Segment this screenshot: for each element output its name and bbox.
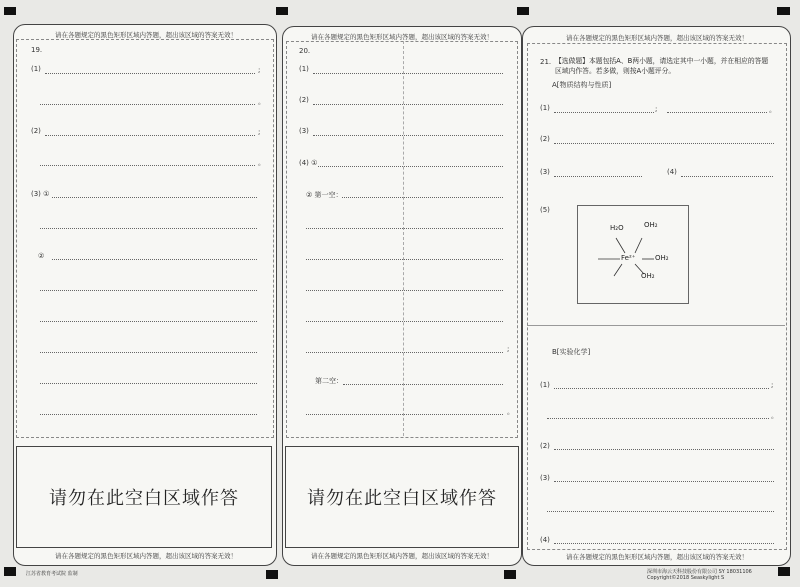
answer-line [554, 543, 774, 544]
answer-line [40, 414, 257, 415]
section-divider [527, 325, 785, 326]
answer-line [40, 383, 257, 384]
answer-line [52, 259, 257, 260]
question-number: 19. [31, 46, 43, 54]
ligand-h2o: H₂O [610, 224, 624, 232]
part-label: (2) [299, 96, 309, 104]
answer-line [313, 104, 503, 105]
answer-line [45, 73, 255, 74]
part-label: (3) [540, 168, 550, 176]
footer-printer: 深圳市海云天科技股份有限公司 SY 18031106 [647, 569, 752, 575]
registration-mark [4, 7, 16, 15]
part-label: (4) [540, 536, 550, 544]
question-number: 21. [540, 58, 552, 66]
part-label: (1) [31, 65, 41, 73]
answer-line [547, 511, 774, 512]
part-label: (5) [540, 206, 550, 214]
part-label: (3) [540, 474, 550, 482]
column-notice-bottom: 请在各题规定的黑色矩形区域内答题，超出该区域的答案无效！ [55, 552, 237, 560]
column-notice-top: 请在各题规定的黑色矩形区域内答题，超出该区域的答案无效！ [311, 33, 493, 41]
line-punctuation: 。 [771, 412, 778, 420]
column-notice-top: 请在各题规定的黑色矩形区域内答题，超出该区域的答案无效！ [566, 34, 748, 42]
line-punctuation: ; [771, 381, 774, 389]
registration-mark [504, 570, 516, 579]
molecule-structure-box [577, 205, 689, 304]
line-punctuation: ; [655, 105, 658, 113]
question-number: 20. [299, 47, 311, 55]
answer-line [343, 384, 503, 385]
answer-line [318, 166, 503, 167]
answer-line [306, 321, 503, 322]
elective-instruction: 【选做题】本题包括A、B两小题，请选定其中一小题，并在相应的答题区域内作答。若多做，则按A小题评分。 [555, 57, 769, 75]
part-label: (1) [299, 65, 309, 73]
registration-mark [276, 7, 288, 15]
answer-area-19 [16, 39, 274, 438]
answer-line [313, 135, 503, 136]
ligand-oh2-bottom: OH₂ [641, 272, 655, 280]
answer-line [40, 321, 257, 322]
answer-line [45, 135, 255, 136]
section-a-title: A[物质结构与性质] [552, 81, 612, 89]
answer-line [681, 176, 773, 177]
part-label: ② 第一空： [306, 191, 343, 199]
answer-line [306, 414, 503, 415]
fold-line [403, 41, 404, 436]
answer-line [554, 112, 654, 113]
ligand-oh2-top: OH₂ [644, 221, 658, 229]
ligand-oh2-right: OH₂ [655, 254, 669, 262]
column-notice-bottom: 请在各题规定的黑色矩形区域内答题，超出该区域的答案无效！ [311, 552, 493, 560]
part-label: (4) ① [299, 159, 318, 167]
answer-line [313, 73, 503, 74]
part-label: (3) [299, 127, 309, 135]
line-punctuation: 。 [258, 159, 265, 167]
footer-copyright: Copyright©2018 Seaskylight S [647, 575, 725, 581]
answer-line [554, 388, 769, 389]
fe-center: Fe²⁺ [621, 254, 636, 262]
answer-line [342, 197, 503, 198]
part-label: (2) [31, 127, 41, 135]
part-label: (1) [540, 381, 550, 389]
answer-line [52, 197, 257, 198]
answer-line [306, 228, 503, 229]
answer-line [40, 228, 257, 229]
part-label: (1) [540, 104, 550, 112]
answer-line [306, 259, 503, 260]
line-punctuation: ; [507, 345, 510, 353]
registration-mark [777, 7, 790, 15]
answer-line [40, 165, 255, 166]
line-punctuation: 。 [258, 98, 265, 106]
answer-line [554, 176, 642, 177]
registration-mark [4, 567, 16, 576]
answer-line [667, 112, 767, 113]
no-answer-zone: 请勿在此空白区域作答 [16, 446, 272, 548]
answer-line [306, 290, 503, 291]
part-label: (3) ① [31, 190, 50, 198]
no-answer-zone: 请勿在此空白区域作答 [285, 446, 519, 548]
line-punctuation: ; [258, 128, 261, 136]
answer-line [554, 481, 774, 482]
column-notice-top: 请在各题规定的黑色矩形区域内答题，超出该区域的答案无效！ [55, 31, 237, 39]
part-label: (2) [540, 135, 550, 143]
section-b-title: B[实验化学] [552, 348, 591, 356]
line-punctuation: ; [258, 66, 261, 74]
line-punctuation: 。 [507, 408, 514, 416]
registration-mark [778, 567, 790, 576]
line-punctuation: 。 [769, 106, 776, 114]
part-label: 第二空： [315, 377, 343, 385]
answer-line [40, 290, 257, 291]
answer-line [306, 352, 503, 353]
part-label: (4) [667, 168, 677, 176]
column-notice-bottom: 请在各题规定的黑色矩形区域内答题，超出该区域的答案无效！ [566, 553, 748, 561]
answer-line [40, 352, 257, 353]
answer-line [554, 143, 774, 144]
answer-line [547, 418, 769, 419]
answer-line [554, 449, 774, 450]
registration-mark [266, 570, 278, 579]
registration-mark [517, 7, 529, 15]
answer-line [40, 104, 255, 105]
part-label: ② [38, 252, 45, 260]
footer-issuer: 江苏省教育考试院 监制 [26, 571, 78, 577]
part-label: (2) [540, 442, 550, 450]
